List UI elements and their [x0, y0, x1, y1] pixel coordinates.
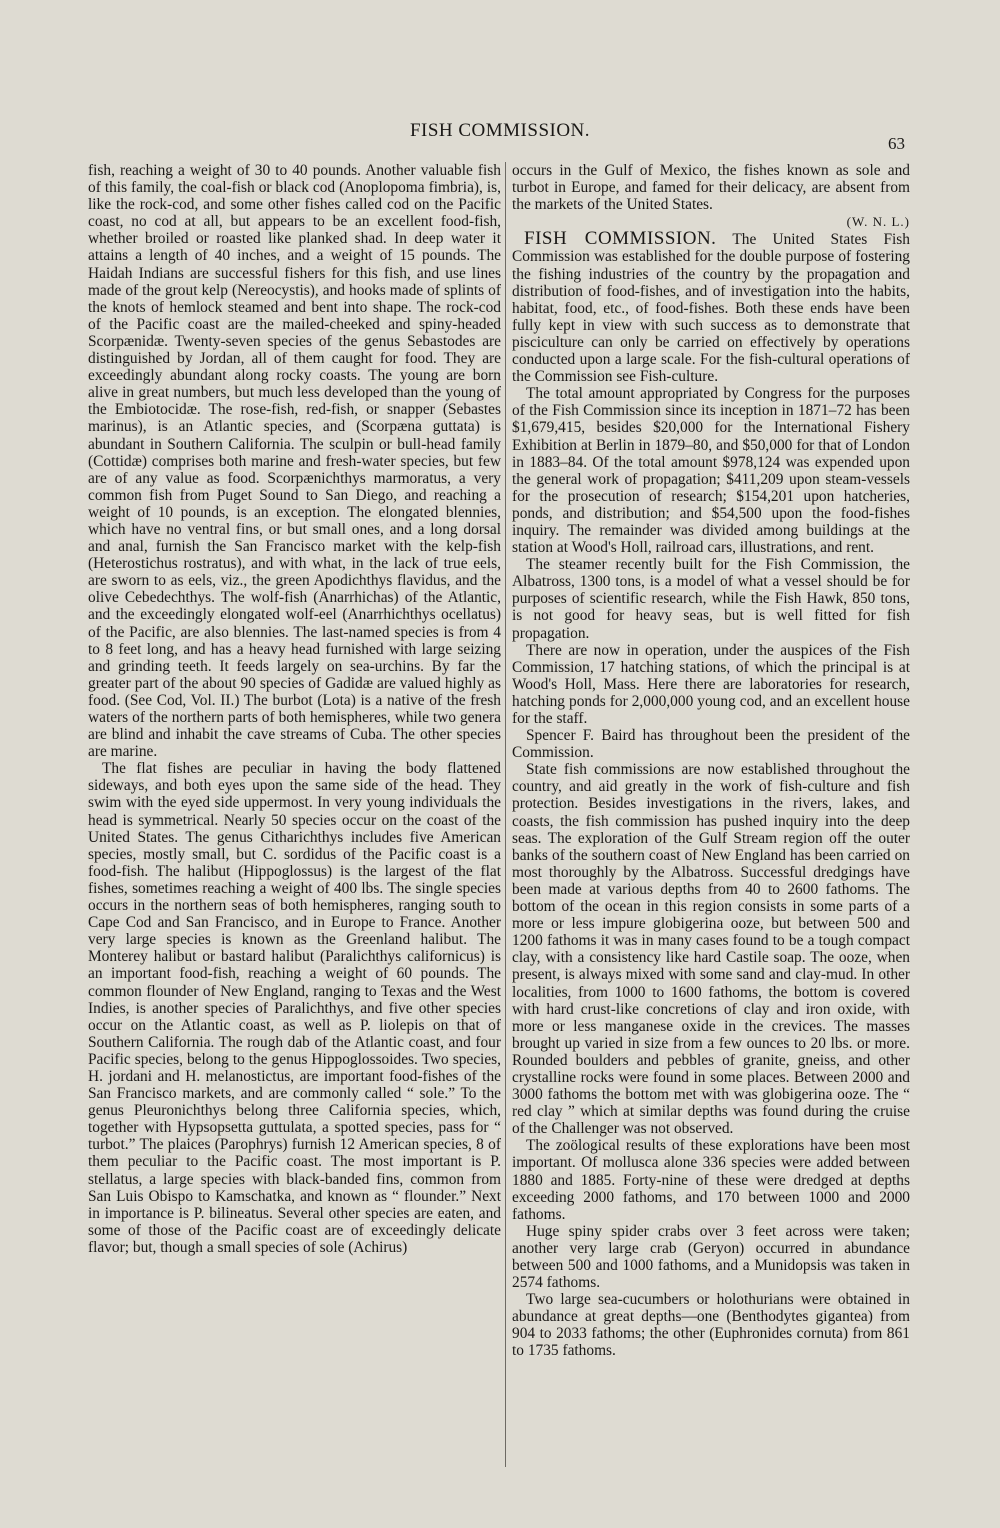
left-column: [88, 162, 501, 1256]
right-paragraph: The zoölogical results of these explorations have been most important. Of mollusca alone 336 species were added between 1880 and 1885. Forty-nine of these were dredged at depths exceeding 2000 fathoms, and 170 between 1000 and 2000 fathoms.: [512, 1137, 910, 1223]
right-paragraph: Two large sea-cucumbers or holothurians were obtained in abundance at great depths—one (Benthodytes gigantea) from 904 to 2033 fathoms; the other (Euphronides cornuta) from 861 to 1735 fathoms.: [512, 1291, 910, 1360]
continuation-paragraph: occurs in the Gulf of Mexico, the fishes known as sole and turbot in Europe, and famed for their delicacy, are absent from the markets of the United States.: [512, 162, 910, 214]
right-paragraph: Spencer F. Baird has throughout been the president of the Commission.: [512, 727, 910, 762]
entry-title: FISH COMMISSION.: [524, 228, 717, 250]
right-paragraph: State fish commissions are now established throughout the country, and aid greatly in the work of fish-culture and fish protection. Besides investigations in the rivers, lakes, and coasts, the fish commission has pushed inquiry into the deep seas. The exploration of the Gulf Stream region off the outer banks of the southern coast of New England has been carried on most thoroughly by the Albatross. Successful dredgings have been made at various depths from 40 to 2600 fathoms. The bottom of the ocean in this region consists in some parts of a more or less impure globigerina ooze, but between 500 and 1200 fathoms it was in many cases found to be a tough compact clay, with a consistency like hard Castile soap. The ooze, when present, is always mixed with some sand and clay-mud. In other localities, from 1000 to 1600 fathoms, the bottom is covered with hard crust-like concretions of clay and iron oxide, with more or less manganese oxide in the crevices. The masses brought up varied in size from a few ounces to 20 lbs. or more. Rounded boulders and pebbles of granite, gneiss, and other crystalline rocks were found in some places. Between 2000 and 3000 fathoms the bottom met with was globigerina ooze. The “ red clay ” which at similar depths was found during the cruise of the Challenger was not observed.: [512, 761, 910, 1138]
right-paragraph: The steamer recently built for the Fish Commission, the Albatross, 1300 tons, is a model of what a vessel should be for purposes of scientific research, while the Fish Hawk, 850 tons, is not good for heavy seas, but is well fitted for fish propagation.: [512, 556, 910, 642]
running-head: FISH COMMISSION.: [409, 120, 591, 141]
left-paragraph: fish, reaching a weight of 30 to 40 pounds. Another valuable fish of this family, the coal-fish or black cod (Anoplopoma fimbria), is, like the rock-cod, and some other fishes called cod on the Pacific coast, no cod at all, but appears to be an excellent food-fish, whether broiled or roasted like planked shad. In deep water it attains a length of 40 inches, and a weight of 15 pounds. The Haidah Indians are successful fishers for this fish, and use lines made of the grout kelp (Nereocystis), and hooks made of splints of the knots of hemlock steamed and bent into shape. The rock-cod of the Pacific coast are the mailed-cheeked and spiny-headed Scorpænidæ. Twenty-seven species of the genus Sebastodes are distinguished by Jordan, all of them caught for food. They are exceedingly abundant along rocky coasts. The young are born alive in great numbers, but much less developed than the young of the Embiotocidæ. The rose-fish, red-fish, or snapper (Sebastes marinus), is an Atlantic species, and (Scorpæna guttata) is abundant in Southern California. The sculpin or bull-head family (Cottidæ) comprises both marine and fresh-water species, but few are of any value as food. Scorpænichthys marmoratus, a very common fish from Puget Sound to San Diego, and reaching a weight of 10 pounds, is an exception. The elongated blennies, which have no ventral fins, or but small ones, and a long dorsal and anal, furnish the San Francisco market with the kelp-fish (Heterostichus rostratus), and with what, in the lack of true eels, are sworn to as eels, viz., the green Apodichthys flavidus, and the olive Cebedechthys. The wolf-fish (Anarrhichas) of the Atlantic, and the exceedingly elongated wolf-eel (Anarrhichthys ocellatus) of the Pacific, are also blennies. The last-named species is from 4 to 8 feet long, and has a heavy head furnished with large seizing and grinding teeth. It feeds largely on sea-urchins. By far the greater part of the about 90 species of Gadidæ are valued highly as food. (See Cod, Vol. II.) The burbot (Lota) is a native of the fresh waters of the northern parts of both hemispheres, while two genera are blind and inhabit the cave streams of Cuba. The other species are marine.: [88, 162, 501, 761]
author-signature: (W. N. L.): [846, 214, 910, 230]
right-column: [512, 162, 910, 1360]
left-paragraph: The flat fishes are peculiar in having the body flattened sideways, and both eyes upon the same side of the head. They swim with the eyed side uppermost. In very young individuals the head is symmetrical. Nearly 50 species occur on the coast of the United States. The genus Citharichthys includes five American species, mostly small, but C. sordidus of the Pacific coast is a food-fish. The halibut (Hippoglossus) is the largest of the flat fishes, sometimes reaching a weight of 400 lbs. The single species occurs in the northern seas of both hemispheres, ranging south to Cape Cod and San Francisco, and in Europe to France. Another very large species is known as the Greenland halibut. The Monterey halibut or bastard halibut (Paralichthys californicus) is an important food-fish, reaching a weight of 60 pounds. The common flounder of New England, ranging to Texas and the West Indies, is another species of Paralichthys, and five other species occur on the Atlantic coast, as well as P. liolepis on that of Southern California. The rough dab of the Atlantic coast, and four Pacific species, belong to the genus Hippoglossoides. Two species, H. jordani and H. melanostictus, are important food-fishes of the San Francisco markets, and are commonly called “ sole.” To the genus Pleuronichthys belong three California species, which, together with Hypsopsetta guttulata, a spotted species, pass for “ turbot.” The plaices (Parophrys) furnish 12 American species, 8 of them peculiar to the Pacific coast. The most important is P. stellatus, a large species with black-banded fins, common from San Luis Obispo to Kamschatka, and known as “ flounder.” Next in importance is P. bilineatus. Several other species are eaten, and some of those of the Pacific coast are of exceedingly delicate flavor; but, though a small species of sole (Achirus): [88, 760, 501, 1256]
page-number: 63: [888, 134, 905, 153]
column-divider: [505, 162, 506, 1467]
right-paragraph: Huge spiny spider crabs over 3 feet across were taken; another very large crab (Geryon) occurred in abundance between 500 and 1000 fathoms, and a Munidopsis was taken in 2574 fathoms.: [512, 1222, 910, 1292]
right-paragraph: There are now in operation, under the auspices of the Fish Commission, 17 hatching stations, of which the principal is at Wood's Holl, Mass. Here there are laboratories for research, hatching ponds for 2,000,000 young cod, and an excellent house for the staff.: [512, 641, 910, 727]
right-paragraph: The total amount appropriated by Congress for the purposes of the Fish Commission since its inception in 1871–72 has been $1,679,415, besides $20,000 for the International Fishery Exhibition at Berlin in 1879–80, and $50,000 for that of London in 1883–84. Of the total amount $978,124 was expended upon the general work of propagation; $411,209 upon steam-vessels for the prosecution of research; $154,201 upon hatcheries, ponds, and distribution; and $54,500 upon the food-fishes inquiry. The remainder was divided among buildings at the station at Wood's Holl, railroad cars, illustrations, and rent.: [512, 385, 910, 557]
entry-text: The United States Fish Commission was established for the double purpose of fostering the fishing industries of the country by the propagation and distribution of food-fishes, and of investigation into the habits, habitat, food, etc., of food-fishes. Both these ends have been fully kept in view with such success as to demonstrate that pisciculture can only be carried on effectively by operations conducted upon a large scale. For the fish-cultural operations of the Commission see Fish-culture.: [512, 231, 910, 386]
entry-paragraph: [512, 230, 910, 385]
